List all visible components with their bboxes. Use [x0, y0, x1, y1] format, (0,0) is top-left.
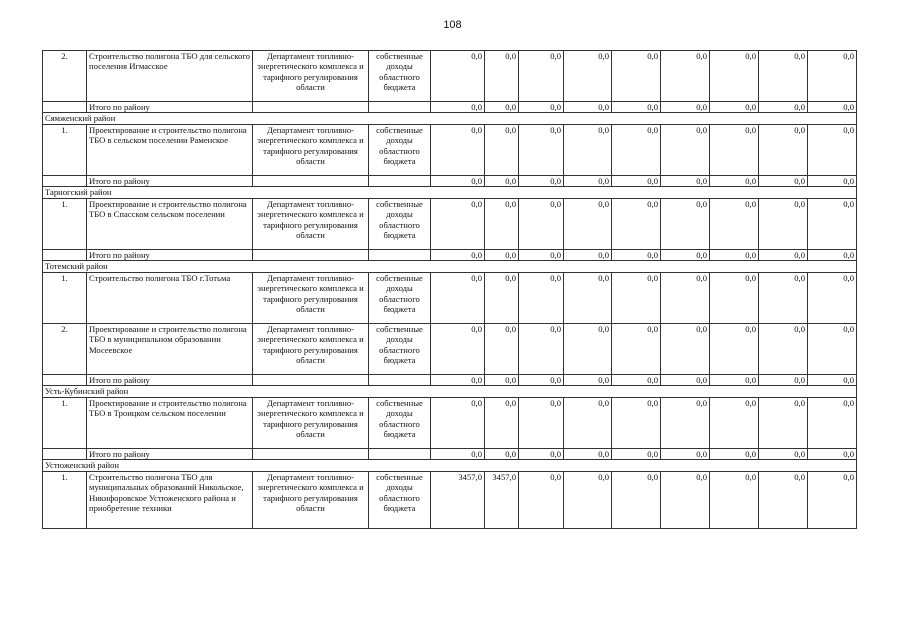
value-cell: 0,0 — [710, 374, 759, 385]
value-cell: 0,0 — [710, 102, 759, 113]
value-cell: 0,0 — [564, 124, 612, 175]
value-cell: 0,0 — [431, 175, 485, 186]
total-row — [43, 249, 857, 260]
value-cell: 0,0 — [710, 272, 759, 323]
value-cell: 0,0 — [564, 102, 612, 113]
empty-cell — [43, 374, 87, 385]
value-cell: 0,0 — [710, 124, 759, 175]
value-cell: 0,0 — [612, 198, 661, 249]
district-row — [43, 460, 857, 471]
value-cell: 0,0 — [519, 249, 564, 260]
department: Департамент топливно-энергетического комплекса и тарифного регулирования области — [253, 272, 369, 323]
value-cell: 0,0 — [661, 124, 710, 175]
value-cell: 0,0 — [431, 272, 485, 323]
row-number: 2. — [43, 323, 87, 374]
value-cell: 0,0 — [661, 175, 710, 186]
district-heading: Тотемский район — [43, 261, 857, 272]
value-cell: 0,0 — [564, 272, 612, 323]
value-cell: 0,0 — [485, 198, 519, 249]
value-cell: 0,0 — [612, 124, 661, 175]
value-cell: 0,0 — [808, 51, 857, 102]
value-cell: 0,0 — [612, 471, 661, 528]
total-row — [43, 175, 857, 186]
value-cell: 0,0 — [661, 272, 710, 323]
value-cell: 3457,0 — [431, 471, 485, 528]
total-label: Итого по району — [87, 374, 253, 385]
value-cell: 0,0 — [612, 448, 661, 459]
funding-source: собственные доходы областного бюджета — [369, 198, 431, 249]
value-cell: 0,0 — [612, 249, 661, 260]
table-body — [43, 51, 857, 529]
value-cell: 0,0 — [808, 374, 857, 385]
value-cell: 0,0 — [612, 175, 661, 186]
value-cell: 0,0 — [759, 102, 808, 113]
project-name: Строительство полигона ТБО для сельского поселения Игмасское — [87, 51, 253, 102]
value-cell: 0,0 — [710, 175, 759, 186]
row-number: 1. — [43, 471, 87, 528]
empty-cell — [369, 448, 431, 459]
value-cell: 0,0 — [564, 51, 612, 102]
empty-cell — [369, 374, 431, 385]
value-cell: 0,0 — [564, 323, 612, 374]
value-cell: 0,0 — [808, 471, 857, 528]
value-cell: 0,0 — [519, 102, 564, 113]
district-row — [43, 187, 857, 198]
district-heading: Сямженский район — [43, 113, 857, 124]
row-number: 1. — [43, 198, 87, 249]
district-row — [43, 113, 857, 124]
value-cell: 0,0 — [759, 448, 808, 459]
empty-cell — [43, 175, 87, 186]
table-row — [43, 124, 857, 175]
value-cell: 0,0 — [759, 397, 808, 448]
funding-source: собственные доходы областного бюджета — [369, 397, 431, 448]
project-name: Проектирование и строительство полигона ТБО в муниципальном образовании Мосеевское — [87, 323, 253, 374]
value-cell: 0,0 — [612, 102, 661, 113]
empty-cell — [253, 102, 369, 113]
total-row — [43, 448, 857, 459]
total-label: Итого по району — [87, 175, 253, 186]
funding-source: собственные доходы областного бюджета — [369, 272, 431, 323]
page-number: 108 — [443, 19, 462, 31]
value-cell: 0,0 — [710, 323, 759, 374]
value-cell: 0,0 — [808, 198, 857, 249]
total-label: Итого по району — [87, 448, 253, 459]
value-cell: 0,0 — [485, 374, 519, 385]
value-cell: 0,0 — [564, 397, 612, 448]
value-cell: 0,0 — [564, 374, 612, 385]
value-cell: 0,0 — [612, 272, 661, 323]
value-cell: 0,0 — [759, 272, 808, 323]
value-cell: 0,0 — [808, 272, 857, 323]
total-label: Итого по району — [87, 102, 253, 113]
district-heading: Устюженский район — [43, 460, 857, 471]
value-cell: 0,0 — [710, 448, 759, 459]
value-cell: 0,0 — [485, 448, 519, 459]
value-cell: 0,0 — [431, 249, 485, 260]
value-cell: 3457,0 — [485, 471, 519, 528]
project-name: Проектирование и строительство полигона ТБО в Спасском сельском поселении — [87, 198, 253, 249]
project-name: Строительство полигона ТБО г.Тотьма — [87, 272, 253, 323]
value-cell: 0,0 — [759, 175, 808, 186]
department: Департамент топливно-энергетического комплекса и тарифного регулирования области — [253, 323, 369, 374]
table-row — [43, 397, 857, 448]
row-number: 2. — [43, 51, 87, 102]
value-cell: 0,0 — [485, 51, 519, 102]
budget-table — [42, 50, 857, 529]
funding-source: собственные доходы областного бюджета — [369, 323, 431, 374]
value-cell: 0,0 — [710, 51, 759, 102]
value-cell: 0,0 — [612, 374, 661, 385]
empty-cell — [253, 448, 369, 459]
funding-source: собственные доходы областного бюджета — [369, 51, 431, 102]
value-cell: 0,0 — [808, 249, 857, 260]
value-cell: 0,0 — [485, 102, 519, 113]
value-cell: 0,0 — [431, 397, 485, 448]
value-cell: 0,0 — [808, 323, 857, 374]
value-cell: 0,0 — [710, 397, 759, 448]
value-cell: 0,0 — [808, 175, 857, 186]
value-cell: 0,0 — [485, 397, 519, 448]
value-cell: 0,0 — [661, 323, 710, 374]
value-cell: 0,0 — [431, 323, 485, 374]
value-cell: 0,0 — [759, 198, 808, 249]
empty-cell — [253, 175, 369, 186]
empty-cell — [369, 175, 431, 186]
row-number: 1. — [43, 124, 87, 175]
value-cell: 0,0 — [519, 124, 564, 175]
value-cell: 0,0 — [519, 471, 564, 528]
value-cell: 0,0 — [808, 124, 857, 175]
department: Департамент топливно-энергетического комплекса и тарифного регулирования области — [253, 397, 369, 448]
value-cell: 0,0 — [808, 448, 857, 459]
value-cell: 0,0 — [431, 124, 485, 175]
value-cell: 0,0 — [759, 374, 808, 385]
value-cell: 0,0 — [759, 471, 808, 528]
value-cell: 0,0 — [485, 323, 519, 374]
value-cell: 0,0 — [661, 51, 710, 102]
department: Департамент топливно-энергетического комплекса и тарифного регулирования области — [253, 471, 369, 528]
value-cell: 0,0 — [564, 249, 612, 260]
value-cell: 0,0 — [564, 198, 612, 249]
department: Департамент топливно-энергетического комплекса и тарифного регулирования области — [253, 51, 369, 102]
department: Департамент топливно-энергетического комплекса и тарифного регулирования области — [253, 198, 369, 249]
value-cell: 0,0 — [519, 448, 564, 459]
district-row — [43, 261, 857, 272]
value-cell: 0,0 — [519, 198, 564, 249]
value-cell: 0,0 — [710, 249, 759, 260]
value-cell: 0,0 — [519, 51, 564, 102]
funding-source: собственные доходы областного бюджета — [369, 124, 431, 175]
value-cell: 0,0 — [661, 471, 710, 528]
project-name: Проектирование и строительство полигона ТБО в Троицком сельском поселении — [87, 397, 253, 448]
department: Департамент топливно-энергетического комплекса и тарифного регулирования области — [253, 124, 369, 175]
total-row — [43, 102, 857, 113]
value-cell: 0,0 — [519, 175, 564, 186]
district-heading: Усть-Кубинский район — [43, 386, 857, 397]
empty-cell — [253, 374, 369, 385]
funding-source: собственные доходы областного бюджета — [369, 471, 431, 528]
value-cell: 0,0 — [485, 124, 519, 175]
table-row — [43, 198, 857, 249]
value-cell: 0,0 — [612, 51, 661, 102]
value-cell: 0,0 — [710, 198, 759, 249]
value-cell: 0,0 — [661, 448, 710, 459]
value-cell: 0,0 — [519, 397, 564, 448]
value-cell: 0,0 — [759, 323, 808, 374]
value-cell: 0,0 — [485, 249, 519, 260]
value-cell: 0,0 — [564, 448, 612, 459]
table-row — [43, 51, 857, 102]
value-cell: 0,0 — [710, 471, 759, 528]
value-cell: 0,0 — [431, 374, 485, 385]
value-cell: 0,0 — [485, 272, 519, 323]
value-cell: 0,0 — [759, 51, 808, 102]
value-cell: 0,0 — [661, 397, 710, 448]
empty-cell — [369, 249, 431, 260]
total-row — [43, 374, 857, 385]
value-cell: 0,0 — [564, 471, 612, 528]
value-cell: 0,0 — [485, 175, 519, 186]
table-row — [43, 471, 857, 528]
value-cell: 0,0 — [519, 272, 564, 323]
value-cell: 0,0 — [612, 323, 661, 374]
value-cell: 0,0 — [808, 102, 857, 113]
value-cell: 0,0 — [759, 249, 808, 260]
table-row — [43, 323, 857, 374]
empty-cell — [253, 249, 369, 260]
empty-cell — [369, 102, 431, 113]
value-cell: 0,0 — [564, 175, 612, 186]
empty-cell — [43, 448, 87, 459]
value-cell: 0,0 — [808, 397, 857, 448]
value-cell: 0,0 — [431, 51, 485, 102]
district-heading: Тарногский район — [43, 187, 857, 198]
value-cell: 0,0 — [661, 102, 710, 113]
row-number: 1. — [43, 272, 87, 323]
row-number: 1. — [43, 397, 87, 448]
value-cell: 0,0 — [431, 198, 485, 249]
value-cell: 0,0 — [519, 323, 564, 374]
value-cell: 0,0 — [661, 374, 710, 385]
empty-cell — [43, 249, 87, 260]
value-cell: 0,0 — [661, 198, 710, 249]
value-cell: 0,0 — [431, 448, 485, 459]
value-cell: 0,0 — [519, 374, 564, 385]
project-name: Проектирование и строительство полигона ТБО в сельском поселении Раменское — [87, 124, 253, 175]
value-cell: 0,0 — [431, 102, 485, 113]
table-row — [43, 272, 857, 323]
value-cell: 0,0 — [759, 124, 808, 175]
total-label: Итого по району — [87, 249, 253, 260]
value-cell: 0,0 — [612, 397, 661, 448]
empty-cell — [43, 102, 87, 113]
project-name: Строительство полигона ТБО для муниципальных образований Никольское, Никифоровское Устюженского района и приобретение техники — [87, 471, 253, 528]
value-cell: 0,0 — [661, 249, 710, 260]
district-row — [43, 386, 857, 397]
